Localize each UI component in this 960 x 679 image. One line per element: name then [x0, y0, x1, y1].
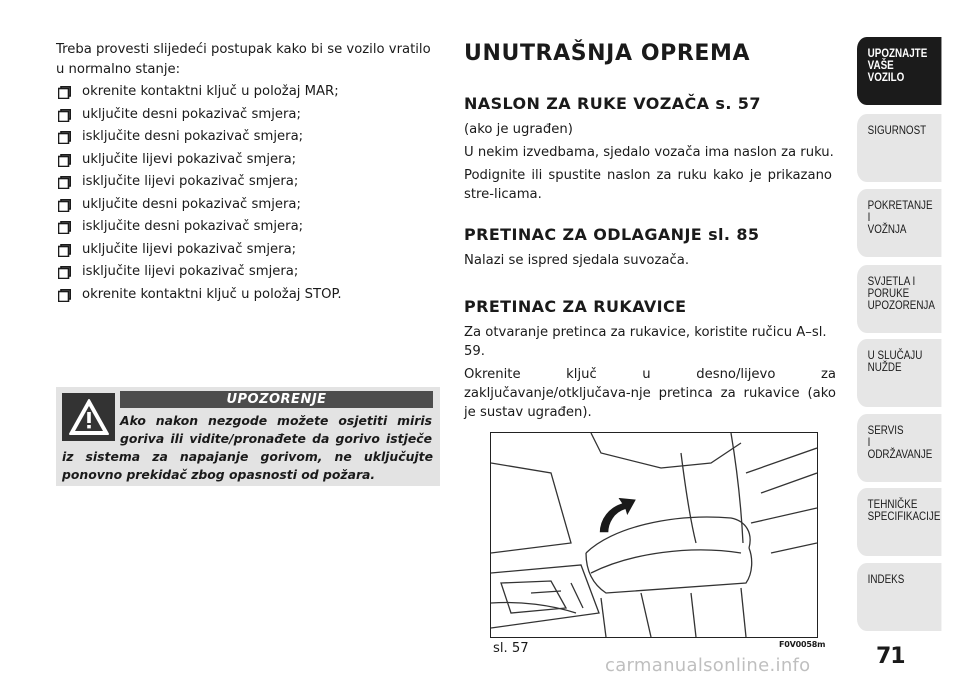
- tab-label-line: VOZILO: [867, 70, 905, 84]
- tab-label-line: INDEKS: [867, 572, 905, 586]
- steps-list: [56, 84, 441, 303]
- tab-u-slucaju-nuzde[interactable]: [857, 339, 941, 407]
- list-item: uključite desni pokazivač smjera;: [56, 107, 441, 123]
- tab-sigurnost[interactable]: [857, 114, 941, 182]
- figure-caption: sl. 57: [493, 641, 529, 656]
- list-item: isključite lijevi pokazivač smjera;: [56, 264, 441, 280]
- tab-label-line: POKRETANJE: [867, 198, 933, 212]
- section-title-storage: PRETINAC ZA ODLAGANJE sl. 85: [464, 225, 760, 244]
- list-item: uključite lijevi pokazivač smjera;: [56, 152, 441, 168]
- list-item: okrenite kontaktni ključ u položaj MAR;: [56, 84, 441, 100]
- storage-text: Nalazi se ispred sjedala suvozača.: [464, 253, 690, 268]
- checkbox-bullet-icon: [58, 289, 71, 302]
- checkbox-bullet-icon: [58, 154, 71, 167]
- tab-svjetla-i-poruke[interactable]: [857, 265, 941, 333]
- armrest-text-2: Podignite ili spustite naslon za ruku kako je prikazano stre-licama.: [464, 168, 832, 202]
- warning-box: [56, 387, 440, 486]
- list-item: uključite desni pokazivač smjera;: [56, 197, 441, 213]
- warning-text-top: Ako nakon nezgode možete osjetiti miris goriva ili vidite/pronađete da gorivo istječe: [120, 413, 432, 446]
- armrest-text-1: U nekim izvedbama, sjedalo vozača ima naslon za ruku.: [464, 145, 834, 160]
- tab-label-line: ODRŽAVANJE: [867, 447, 933, 461]
- armrest-note: (ako je ugrađen): [464, 122, 573, 137]
- tab-label-line: VOŽNJA: [867, 222, 907, 236]
- tab-label-line: TEHNIČKE: [867, 497, 918, 511]
- armrest-drawing: [491, 433, 817, 637]
- checkbox-bullet-icon: [58, 199, 71, 212]
- glovebox-text-2: Okrenite ključ u desno/lijevo za zaključavanje/otključava-nje pretinca za rukavice (ako je sustav ugrađen).: [464, 367, 836, 420]
- checkbox-bullet-icon: [58, 266, 71, 279]
- tab-indeks[interactable]: [857, 563, 941, 631]
- checkbox-bullet-icon: [58, 86, 71, 99]
- tab-label-line: U SLUČAJU: [867, 348, 923, 362]
- section-title-armrest: NASLON ZA RUKE VOZAČA s. 57: [464, 94, 761, 113]
- intro-text: Treba provesti slijedeći postupak kako bi se vozilo vratilo u normalno stanje:: [56, 42, 431, 77]
- checkbox-bullet-icon: [58, 221, 71, 234]
- page-number: 71: [876, 644, 905, 669]
- tab-tehnicke-specifikacije[interactable]: [857, 488, 941, 556]
- list-item: isključite desni pokazivač smjera;: [56, 219, 441, 235]
- tab-label-line: I: [867, 210, 871, 224]
- list-item: isključite desni pokazivač smjera;: [56, 129, 441, 145]
- warning-triangle-icon: [62, 393, 115, 441]
- tab-label-line: SVJETLA I: [867, 274, 916, 288]
- tab-label-line: UPOZORENJA: [867, 298, 935, 312]
- checkbox-bullet-icon: [58, 131, 71, 144]
- tab-label-line: I: [867, 435, 871, 449]
- tab-upoznajte-vase-vozilo[interactable]: [857, 37, 941, 105]
- tab-label-line: SPECIFIKACIJE: [867, 509, 941, 523]
- armrest-illustration: [490, 432, 818, 638]
- list-item: okrenite kontaktni ključ u položaj STOP.: [56, 287, 441, 303]
- checkbox-bullet-icon: [58, 244, 71, 257]
- checkbox-bullet-icon: [58, 176, 71, 189]
- checkbox-bullet-icon: [58, 109, 71, 122]
- glovebox-text-1: Za otvaranje pretinca za rukavice, koristite ručicu A–sl. 59.: [464, 325, 827, 359]
- warning-text-bottom: iz sistema za napajanje gorivom, ne uključujte ponovno prekidač zbog opasnosti od požara.: [62, 449, 433, 482]
- tab-label-line: SERVIS: [867, 423, 904, 437]
- left-column: [56, 40, 441, 309]
- section-title-glovebox: PRETINAC ZA RUKAVICE: [464, 297, 687, 316]
- tab-label-line: VAŠE: [867, 58, 894, 72]
- tab-label-line: UPOZNAJTE: [867, 46, 928, 60]
- watermark-text: carmanualsonline.info: [605, 655, 811, 676]
- tab-label-line: PORUKE: [867, 286, 910, 300]
- list-item: isključite lijevi pokazivač smjera;: [56, 174, 441, 190]
- tab-servis-i-odrzavanje[interactable]: [857, 414, 941, 482]
- tab-pokretanje-i-voznja[interactable]: [857, 189, 941, 257]
- figure-code: F0V0058m: [779, 640, 826, 649]
- right-column: [464, 40, 840, 422]
- list-item: uključite lijevi pokazivač smjera;: [56, 242, 441, 258]
- page-title: UNUTRAŠNJA OPREMA: [464, 41, 751, 66]
- tab-label-line: NUŽDE: [867, 360, 902, 374]
- tab-label-line: SIGURNOST: [867, 123, 927, 137]
- warning-heading: UPOZORENJE: [120, 391, 433, 408]
